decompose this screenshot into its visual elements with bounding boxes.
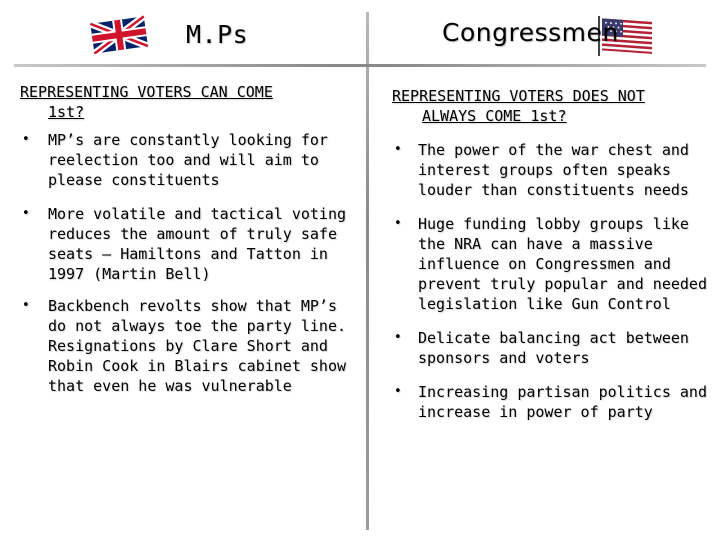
bullet-icon: •: [394, 330, 402, 345]
congressmen-bullet-3-text: Delicate balancing act between sponsors and voters: [418, 329, 689, 367]
bullet-icon: •: [394, 142, 402, 157]
bullet-icon: •: [22, 132, 30, 147]
congressmen-heading-line2: ALWAYS COME 1st?: [422, 107, 567, 125]
congressmen-bullet-3: [392, 328, 708, 368]
congressmen-column: [392, 86, 708, 422]
uk-flag-icon: [88, 14, 150, 54]
congressmen-heading: [392, 86, 708, 126]
mps-bullet-1: [20, 130, 350, 190]
vertical-divider: [366, 12, 369, 530]
mps-heading-line2: 1st?: [48, 103, 85, 121]
mps-heading-line1: REPRESENTING VOTERS CAN COME: [20, 83, 273, 101]
bullet-icon: •: [394, 216, 402, 231]
bullet-icon: •: [22, 206, 30, 221]
mps-column: [20, 82, 350, 396]
mps-bullet-3: [20, 296, 350, 396]
congressmen-bullet-2: [392, 214, 708, 314]
mps-heading: [20, 82, 350, 122]
bullet-icon: •: [394, 384, 402, 399]
congressmen-bullet-4: [392, 382, 708, 422]
title-mps: M.Ps: [186, 20, 249, 49]
congressmen-heading-line1: REPRESENTING VOTERS DOES NOT: [392, 87, 645, 105]
mps-bullet-3-text: Backbench revolts show that MP’s do not always toe the party line. Resignations by Clare Short and Robin Cook in Blairs cabinet show that even he was vulnerable: [48, 297, 347, 395]
mps-bullet-1-text: MP’s are constantly looking for reelection too and will aim to please constituents: [48, 131, 328, 189]
mps-bullet-2: [20, 204, 350, 284]
congressmen-bullet-2-text: Huge funding lobby groups like the NRA can have a massive influence on Congressmen and prevent truly popular and needed legislation like Gun Control: [418, 215, 707, 313]
title-congressmen: Congressmen: [442, 18, 619, 47]
bullet-icon: •: [22, 298, 30, 313]
congressmen-bullet-1: [392, 140, 708, 200]
congressmen-bullet-4-text: Increasing partisan politics and increase in power of party: [418, 383, 707, 421]
mps-bullet-2-text: More volatile and tactical voting reduces the amount of truly safe seats – Hamiltons and Tatton in 1997 (Martin Bell): [48, 205, 347, 283]
horizontal-divider: [14, 64, 706, 67]
congressmen-bullet-1-text: The power of the war chest and interest groups often speaks louder than constituents needs: [418, 141, 689, 199]
